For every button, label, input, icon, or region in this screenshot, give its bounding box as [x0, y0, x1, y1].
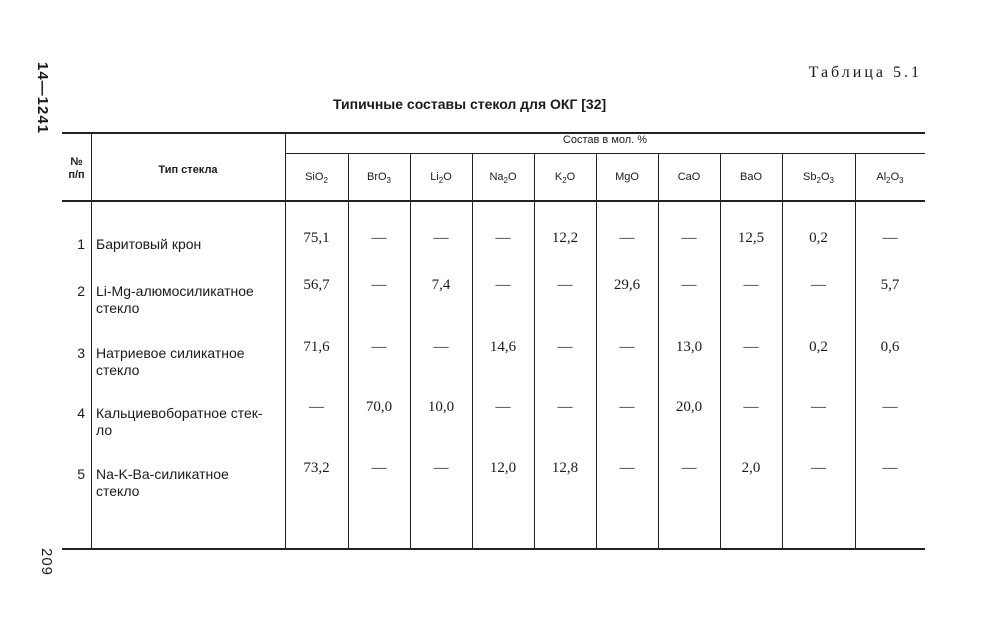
- empty-value: —: [309, 399, 324, 415]
- empty-value: —: [811, 460, 826, 476]
- column-rule: [91, 132, 92, 548]
- empty-value: —: [557, 277, 573, 293]
- row-glass-name: Na-K-Ba-силикатное стекло: [96, 466, 229, 499]
- empty-value: —: [495, 277, 511, 293]
- row-number: 3: [77, 345, 85, 361]
- row-glass-name: Натриевое силикатное стекло: [96, 345, 245, 378]
- empty-value: —: [557, 339, 573, 355]
- empty-value: —: [882, 399, 898, 415]
- empty-value: —: [433, 460, 449, 476]
- empty-value: —: [619, 399, 635, 415]
- empty-value: —: [743, 277, 759, 293]
- header-composition-group: Состав в мол. %: [562, 134, 648, 146]
- header-glass-type: Тип стекла: [158, 164, 218, 176]
- empty-value: —: [743, 399, 759, 415]
- composition-value: 0,2: [809, 230, 828, 246]
- empty-value: —: [433, 230, 449, 246]
- sheet-signature: 14—1241: [34, 62, 51, 135]
- empty-value: —: [371, 339, 387, 355]
- row-number: 4: [77, 405, 85, 421]
- composition-value: 75,1: [303, 230, 330, 246]
- composition-value: 5,7: [880, 277, 900, 293]
- composition-value: 12,5: [737, 230, 765, 246]
- empty-value: —: [371, 277, 387, 293]
- empty-value: —: [495, 399, 511, 415]
- composition-value: 12,2: [551, 230, 579, 246]
- header-component: $Sb_2O_3$: [803, 171, 834, 186]
- page-number: 209: [38, 548, 55, 577]
- table-label: Таблица 5.1: [808, 64, 922, 81]
- composition-value: 14,6: [489, 339, 517, 355]
- composition-value: 20,0: [675, 399, 703, 415]
- composition-value: 10,0: [427, 399, 455, 415]
- empty-value: —: [811, 399, 826, 415]
- composition-value: 70,0: [365, 399, 393, 415]
- empty-value: —: [882, 230, 898, 246]
- composition-value: 13,0: [675, 339, 703, 355]
- composition-value: 12,8: [551, 460, 579, 476]
- empty-value: —: [557, 399, 573, 415]
- row-number: 2: [77, 283, 85, 299]
- header-component: SiO$_2$: [305, 171, 328, 186]
- table-title: Типичные составы стекол для ОКГ [32]: [333, 96, 607, 112]
- row-number: 5: [77, 466, 85, 482]
- group-rule: [285, 153, 925, 154]
- header-bottom-rule: [62, 200, 925, 202]
- empty-value: —: [495, 230, 511, 246]
- header-component: MgO: [615, 171, 639, 183]
- composition-value: 2,0: [741, 460, 761, 476]
- composition-value: 0,2: [809, 339, 828, 355]
- row-glass-name: Li-Mg-алюмосиликатное стекло: [96, 283, 254, 316]
- composition-value: 7,4: [431, 277, 451, 293]
- header-component: BaO: [739, 171, 762, 183]
- empty-value: —: [371, 460, 387, 476]
- header-component: $Li_2O$: [430, 171, 452, 186]
- row-glass-name: Кальциевоборатное стек- ло: [96, 405, 263, 438]
- empty-value: —: [743, 339, 759, 355]
- composition-value: 71,6: [303, 339, 330, 355]
- header-component: $Na_2O$: [489, 171, 517, 186]
- empty-value: —: [619, 230, 635, 246]
- empty-value: —: [433, 339, 449, 355]
- header-component: BrO$_3$: [366, 171, 391, 186]
- table-bottom-rule: [62, 548, 925, 550]
- empty-value: —: [681, 277, 697, 293]
- empty-value: —: [681, 460, 697, 476]
- empty-value: —: [371, 230, 387, 246]
- header-number: № п/п: [68, 156, 85, 181]
- empty-value: —: [619, 339, 635, 355]
- composition-value: 0,6: [880, 339, 900, 355]
- row-glass-name: Баритовый крон: [96, 236, 202, 252]
- row-number: 1: [77, 236, 85, 252]
- empty-value: —: [811, 277, 826, 293]
- empty-value: —: [619, 460, 635, 476]
- header-component: CaO: [677, 171, 701, 183]
- composition-value: 12,0: [489, 460, 517, 476]
- empty-value: —: [681, 230, 697, 246]
- composition-value: 56,7: [303, 277, 330, 293]
- header-component: $K_2O$: [554, 171, 576, 186]
- empty-value: —: [882, 460, 898, 476]
- header-component: $Al_2O_3$: [876, 171, 904, 186]
- composition-value: 29,6: [613, 277, 641, 293]
- composition-value: 73,2: [303, 460, 330, 476]
